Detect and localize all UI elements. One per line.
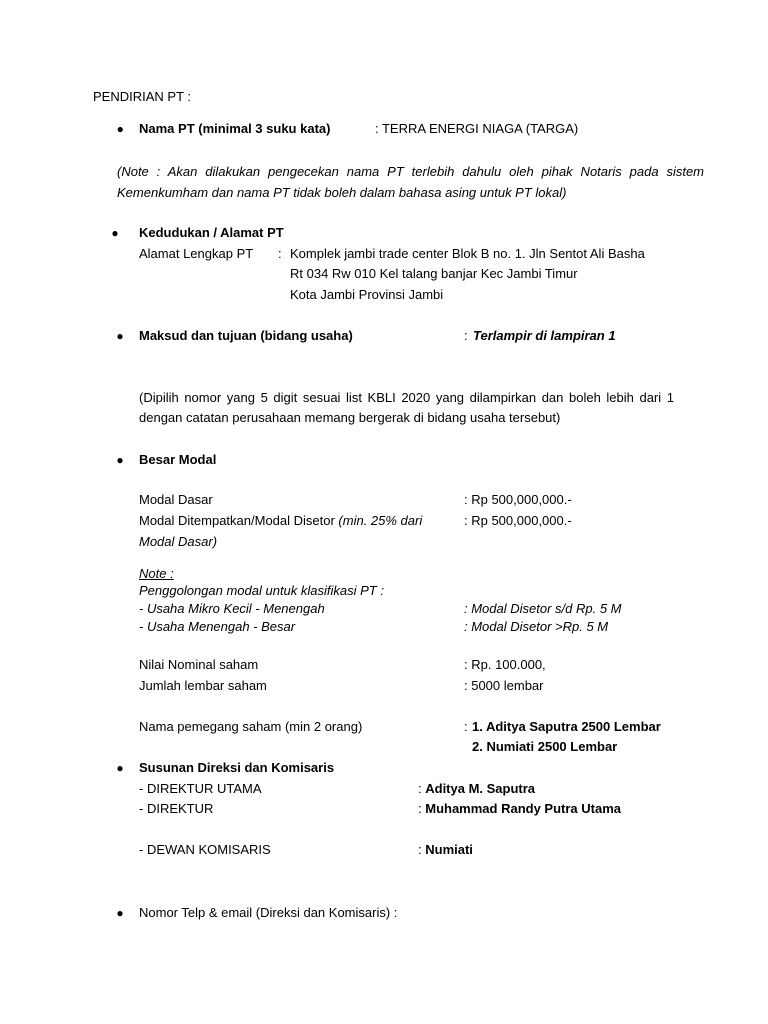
bullet-icon: ● <box>116 329 124 343</box>
klasifikasi-value: : Modal Disetor >Rp. 5 M <box>464 619 609 634</box>
bullet-icon: ● <box>116 453 124 467</box>
nominal-value: : Rp. 100.000, <box>464 657 546 672</box>
modal-note-line: Penggolongan modal untuk klasifikasi PT : <box>139 583 384 598</box>
direksi-label: - DIREKTUR UTAMA <box>139 781 262 796</box>
bullet-icon: ● <box>116 906 124 920</box>
pemegang-item: 2. Numiati 2500 Lembar <box>472 739 618 754</box>
direksi-value: Muhammad Randy Putra Utama <box>425 801 621 816</box>
bullet-icon: ● <box>114 121 126 137</box>
modal-heading: Besar Modal <box>139 452 217 467</box>
maksud-note: (Dipilih nomor yang 5 digit sesuai list KBLI 2020 yang dilampirkan dan boleh lebih dari 1 dengan catatan perusahaan memang bergerak di bidang usaha tersebut) <box>139 390 674 425</box>
klasifikasi-value: : Modal Disetor s/d Rp. 5 M <box>464 601 622 616</box>
direksi-label: - DEWAN KOMISARIS <box>139 842 271 857</box>
kontak-label: Nomor Telp & email (Direksi dan Komisaris) : <box>139 905 398 920</box>
direksi-value: Aditya M. Saputra <box>425 781 536 796</box>
modal-note-title: Note : <box>139 566 174 581</box>
klasifikasi-label: - Usaha Mikro Kecil - Menengah <box>139 601 325 616</box>
alamat-line: Kota Jambi Provinsi Jambi <box>290 287 444 302</box>
nama-pt-label: Nama PT (minimal 3 suku kata) <box>139 121 331 136</box>
maksud-colon: : <box>464 328 468 343</box>
bullet-icon: ● <box>116 761 124 775</box>
nominal-label: Nilai Nominal saham <box>139 657 259 672</box>
pemegang-label: Nama pemegang saham (min 2 orang) <box>139 719 363 734</box>
maksud-label: Maksud dan tujuan (bidang usaha) <box>139 328 353 343</box>
direksi-value-row <box>418 800 621 818</box>
alamat-line: Rt 034 Rw 010 Kel talang banjar Kec Jambi Timur <box>290 266 578 281</box>
alamat-colon: : <box>278 246 282 261</box>
modal-ditempatkan-hint-2: Modal Dasar) <box>139 534 218 549</box>
lembar-value: : 5000 lembar <box>464 678 544 693</box>
modal-ditempatkan-value: : Rp 500,000,000.- <box>464 513 572 528</box>
nama-pt-note: (Note : Akan dilakukan pengecekan nama PT terlebih dahulu oleh pihak Notaris pada sistem Kemenkumham dan nama PT tidak boleh dalam bahasa asing untuk PT lokal) <box>117 164 704 200</box>
nama-pt-value: : TERRA ENERGI NIAGA (TARGA) <box>375 121 579 136</box>
modal-ditempatkan-label <box>139 512 422 530</box>
modal-ditempatkan-hint: (min. 25% dari <box>338 513 423 528</box>
klasifikasi-label: - Usaha Menengah - Besar <box>139 619 296 634</box>
maksud-value: Terlampir di lampiran 1 <box>473 328 616 343</box>
lembar-label: Jumlah lembar saham <box>139 678 267 693</box>
direksi-colon: : <box>418 842 426 857</box>
page-title: PENDIRIAN PT : <box>93 89 192 104</box>
modal-dasar-value: : Rp 500,000,000.- <box>464 492 572 507</box>
bullet-icon: ● <box>111 226 119 240</box>
pemegang-colon: : <box>464 719 468 734</box>
direksi-value: Numiati <box>425 842 473 857</box>
pemegang-item: 1. Aditya Saputra 2500 Lembar <box>472 719 661 734</box>
modal-dasar-label: Modal Dasar <box>139 492 213 507</box>
direksi-heading: Susunan Direksi dan Komisaris <box>139 760 335 775</box>
direksi-value-row <box>418 780 535 798</box>
direksi-value-row <box>418 841 473 859</box>
direksi-colon: : <box>418 781 426 796</box>
direksi-colon: : <box>418 801 426 816</box>
alamat-label: Alamat Lengkap PT <box>139 246 254 261</box>
modal-ditempatkan-text: Modal Ditempatkan/Modal Disetor <box>139 513 339 528</box>
kedudukan-heading: Kedudukan / Alamat PT <box>139 225 284 240</box>
alamat-line: Komplek jambi trade center Blok B no. 1. Jln Sentot Ali Basha <box>290 246 645 261</box>
direksi-label: - DIREKTUR <box>139 801 214 816</box>
